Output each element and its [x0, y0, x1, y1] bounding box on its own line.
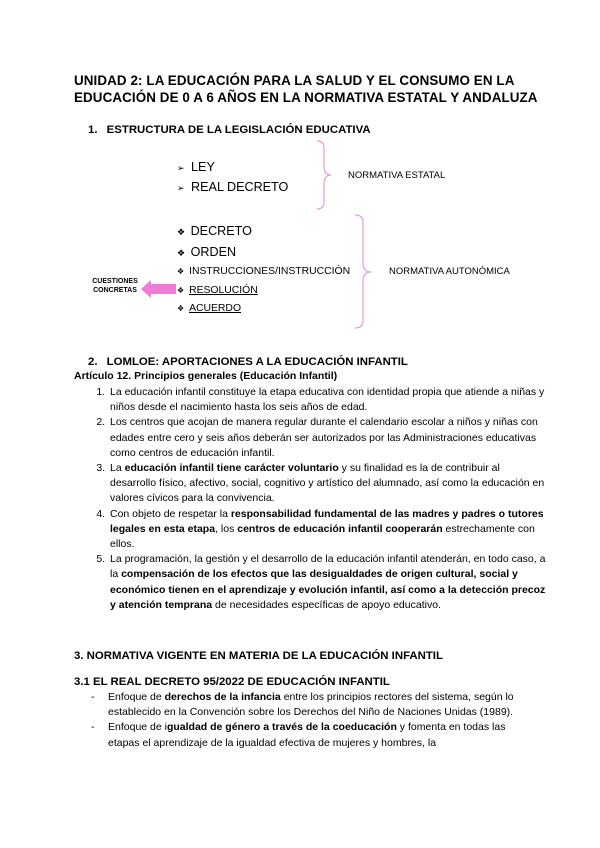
body-text: Los centros que acojan de manera regular durante el calendario escolar a niños y niñas con edades entre cero y seis años deberán ser autorizados por las Administraciones educativas como centros de educación infantil. — [110, 416, 538, 459]
body-text: , los — [215, 522, 238, 535]
section-3-1-heading: 3.1 EL REAL DECRETO 95/2022 DE EDUCACIÓN INFANTIL — [74, 676, 390, 688]
state-item-real-decreto: ➢ REAL DECRETO — [177, 180, 289, 194]
body-text: y su finalidad es la de contribuir al desarrollo físico, afectivo, social, cognitivo y artístico del alumnado, así como la educación en valores cívicos para la convivencia. — [110, 462, 545, 505]
auto-item-resolucion: ❖ RESOLUCIÓN — [177, 285, 258, 296]
list-item — [108, 385, 548, 415]
diamond-bullet-icon: ❖ — [177, 248, 186, 258]
emphasis-text: derechos de la infancia — [164, 691, 281, 703]
autonomic-label: NORMATIVA AUTONÓMICA — [389, 266, 510, 277]
auto-item-acuerdo: ❖ ACUERDO — [177, 303, 242, 314]
section-1-heading — [88, 124, 371, 136]
emphasis-text: gualdad de género a través de la coeducación — [166, 721, 397, 734]
state-item-ley: ➢ LEY — [177, 160, 215, 174]
arrowhead-bullet-icon: ➢ — [177, 183, 185, 193]
state-bracket — [317, 141, 331, 209]
list-item — [108, 507, 548, 553]
list-item — [108, 415, 548, 461]
diamond-bullet-icon: ❖ — [177, 267, 185, 276]
body-text: Enfoque de — [108, 691, 165, 703]
emphasis-text: educación infantil tiene carácter voluntario — [124, 462, 339, 475]
emphasis-text: centros de educación infantil cooperarán — [237, 522, 443, 535]
body-text: Con objeto de respetar la — [110, 507, 231, 520]
auto-item-decreto: ❖ DECRETO — [177, 224, 252, 238]
diamond-bullet-icon: ❖ — [177, 304, 185, 313]
auto-item-instrucciones: ❖ INSTRUCCIONES/INSTRUCCIÓN — [177, 266, 351, 277]
body-text: La educación infantil constituye la etapa educativa con identidad propia que atiende a niñas y niños desde el nacimiento hasta los seis años de edad. — [110, 386, 545, 414]
rd-95-2022-list — [88, 690, 528, 751]
body-text: entre los principios rectores del sistema, según lo establecido en la Convención sobre los Derechos del Niño de Naciones Unidas (1989). — [108, 691, 514, 719]
section-1-title: ESTRUCTURA DE LA LEGISLACIÓN EDUCATIVA — [106, 124, 371, 136]
arrow-label: CUESTIONES CONCRETAS — [92, 278, 138, 294]
body-text: Enfoque de i — [108, 721, 167, 734]
section-1-number: 1. — [88, 124, 98, 136]
section-2-heading: 2. LOMLOE: APORTACIONES A LA EDUCACIÓN INFANTIL — [88, 356, 408, 368]
body-text: La programación, la gestión y el desarrollo de la educación infantil atenderán, en todo caso, a la — [110, 553, 546, 581]
emphasis-text: responsabilidad fundamental de las madres y padres o tutores legales en esta etapa — [110, 507, 544, 535]
list-item — [88, 690, 528, 720]
bracket-graphics — [300, 138, 340, 348]
auto-item-orden: ❖ ORDEN — [177, 245, 237, 259]
list-item — [108, 552, 548, 613]
body-text: La — [110, 462, 125, 475]
body-text: y fomenta en todas las etapas el aprendizaje de la igualdad efectiva de mujeres y hombres, la — [108, 721, 506, 749]
list-item — [108, 461, 548, 507]
state-label: NORMATIVA ESTATAL — [348, 170, 446, 181]
diamond-bullet-icon: ❖ — [177, 227, 186, 237]
article-12-list — [88, 385, 548, 613]
section-3-heading: 3. NORMATIVA VIGENTE EN MATERIA DE LA EDUCACIÓN INFANTIL — [74, 650, 443, 662]
body-text: estrechamente con ellos. — [110, 522, 535, 551]
arrowhead-bullet-icon: ➢ — [177, 163, 185, 173]
left-arrow-icon — [141, 279, 177, 299]
list-item — [88, 720, 528, 750]
article-title: Artículo 12. Principios generales (Educación Infantil) — [74, 370, 338, 382]
diamond-bullet-icon: ❖ — [177, 286, 185, 295]
emphasis-text: compensación de los efectos que las desigualdades de origen cultural, social y económico tienen en el aprendizaje y evolución infantil, así como a la detección precoz y atención temprana — [110, 568, 546, 611]
autonomic-bracket-graphic — [345, 212, 375, 332]
body-text: de necesidades específicas de apoyo educativo. — [212, 598, 441, 611]
page-title: UNIDAD 2: LA EDUCACIÓN PARA LA SALUD Y EL CONSUMO EN LA EDUCACIÓN DE 0 A 6 AÑOS EN LA NORMATIVA ESTATAL Y ANDALUZA — [74, 73, 538, 105]
